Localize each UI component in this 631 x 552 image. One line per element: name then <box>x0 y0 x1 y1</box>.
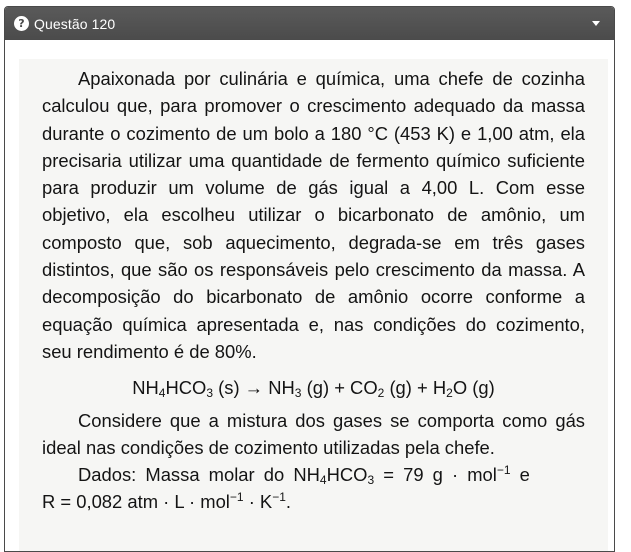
chemical-equation: $NH_4HCO_3$ $(s) \to NH_3$ $(g) + CO_2$ $(g) + H_2O$ (g) <box>132 377 495 401</box>
equation-reactant: $NH_4HCO_3$ (s) <box>132 377 240 401</box>
question-dados: Dados: Massa molar do $NH_4HCO_3 = 79$ g · mol$^{-1}$ e <box>78 463 530 488</box>
equation-product-co2: $CO_2$ (g) <box>350 377 412 401</box>
question-circle-icon: ? <box>14 16 29 31</box>
caret-down-icon[interactable] <box>592 21 600 26</box>
question-paragraph-1: Apaixonada por culinária e química, uma chefe de cozinha calculou que, para promover o crescimento adequado da massa durante o cozimento de um bolo a 180 °C (453 K) e 1,00 atm, ela precisaria utilizar uma quantidade de fermento químico suficiente para produzir um volume de gás igual a 4,00 L. Com esse objetivo, ela escolheu utilizar o bicarbonato de amônio, um composto que, sob aquecimento, degrada-se em três gases distintos, que são os responsáveis pelo crescimento da massa. A decomposição do bicarbonato de amônio ocorre conforme a equação química apresentada e, nas condições do cozimento, seu rendimento é de 80%. <box>42 68 585 362</box>
equation-arrow: → <box>244 377 264 399</box>
equation-product-h2o: $H_2O$ (g) <box>432 377 495 401</box>
question-dados-constant: R = 0,082 atm · $L \cdot mol^{-1} \cdot K^{-1}$. <box>42 490 292 513</box>
question-panel <box>4 6 615 552</box>
question-body <box>5 40 614 551</box>
question-title: Questão 120 <box>34 15 116 32</box>
question-panel-header[interactable] <box>5 7 614 40</box>
question-paragraph-2: Considere que a mistura dos gases se comporta como gás ideal nas condições de cozimento utilizadas pela chefe. <box>42 409 585 458</box>
equation-product-nh3: $NH_3$ (g) <box>268 377 330 401</box>
question-image <box>19 59 608 551</box>
